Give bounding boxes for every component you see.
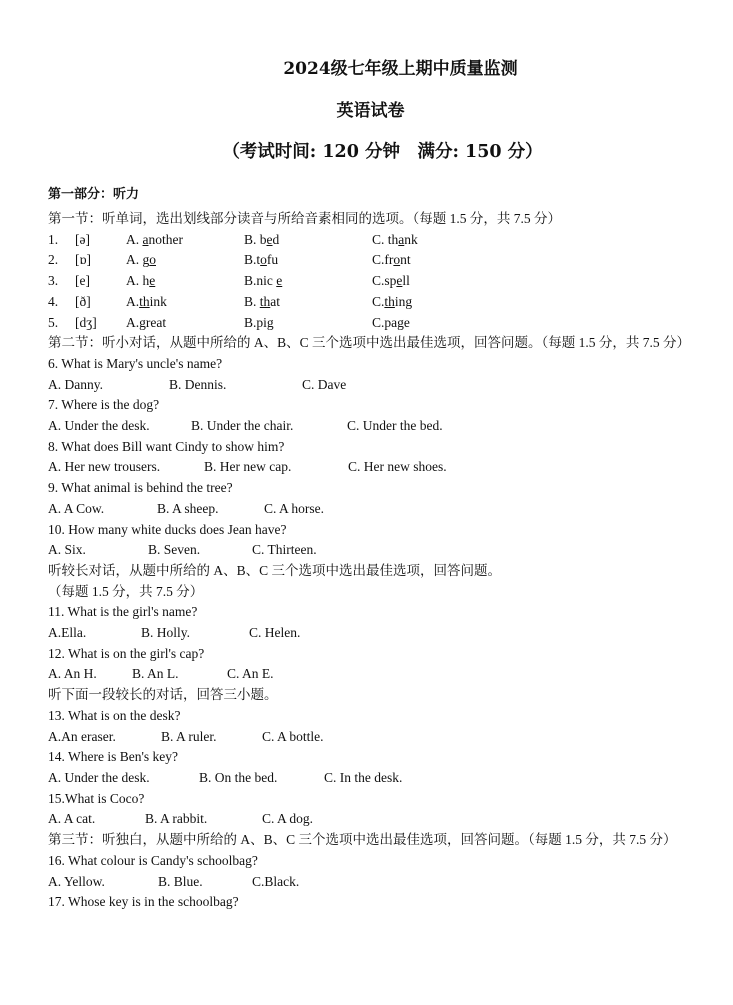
section1-instruction: 第一节：听单词，选出划线部分读音与所给音素相同的选项。（每题 1.5 分，共 7.5 分） <box>48 211 561 226</box>
option-a: A. Her new trousers. <box>48 459 161 475</box>
phonetic-item <box>48 271 693 292</box>
question-stem: 14. Where is Ben's key? <box>48 749 179 765</box>
phonetic-item <box>48 313 693 334</box>
option-b: B. An L. <box>132 666 179 682</box>
question-stem: 7. Where is the dog? <box>48 397 160 413</box>
question-options <box>48 727 693 748</box>
option-a: A. Yellow. <box>48 873 105 889</box>
option-b: B.tofu <box>244 252 279 268</box>
option-c: C.front <box>372 252 411 268</box>
part1-title: 第一部分：听力 <box>48 187 140 202</box>
option-b: B. bed <box>244 231 280 247</box>
option-c: C. thank <box>372 231 418 247</box>
section3-instruction: 第三节：听独白，从题中所给的 A、B、C 三个选项中选出最佳选项，回答问题。（每题 1.5 分，共 7.5 分） <box>48 832 677 848</box>
option-c: C.page <box>372 314 410 330</box>
item-number: 1. <box>48 231 59 247</box>
item-phoneme: [e] <box>75 273 90 289</box>
question-stem: 6. What is Mary's uncle's name? <box>48 355 223 371</box>
item-phoneme: [ə] <box>75 231 90 247</box>
option-b: B.pig <box>244 314 274 330</box>
option-a: A.Ella. <box>48 625 87 641</box>
option-c: C. An E. <box>227 666 274 682</box>
option-a: A. Six. <box>48 542 86 558</box>
item-phoneme: [ð] <box>75 293 91 309</box>
question-options <box>48 375 693 396</box>
question-stem: 13. What is on the desk? <box>48 707 181 723</box>
question-stem: 17. Whose key is in the schoolbag? <box>48 894 239 910</box>
option-a: A. Danny. <box>48 376 103 392</box>
option-b: B. Dennis. <box>169 376 227 392</box>
option-c: C. A bottle. <box>262 728 324 744</box>
option-c: C.Black. <box>252 873 300 889</box>
item-number: 3. <box>48 273 59 289</box>
option-a: A. A Cow. <box>48 500 105 516</box>
option-a: A.great <box>126 314 167 330</box>
phonetic-item <box>48 230 693 251</box>
option-c: C.thing <box>372 293 413 309</box>
option-c: C. Under the bed. <box>347 418 443 434</box>
question-options <box>48 872 693 893</box>
question-options <box>48 809 693 830</box>
option-c: C. A dog. <box>262 811 314 827</box>
option-c: C. Dave <box>302 376 347 392</box>
option-c: C. Helen. <box>249 625 301 641</box>
option-a: A. he <box>126 273 156 289</box>
option-a: A. An H. <box>48 666 97 682</box>
question-stem: 11. What is the girl's name? <box>48 604 198 620</box>
option-b: B. A ruler. <box>161 728 217 744</box>
question-options <box>48 457 693 478</box>
option-b: B. Blue. <box>158 873 203 889</box>
question-stem: 12. What is on the girl's cap? <box>48 645 205 661</box>
question-options <box>48 664 693 685</box>
question-options <box>48 499 693 520</box>
exam-info: （考试时间: 120 分钟 满分: 150 分） <box>222 142 543 162</box>
option-c: C. A horse. <box>264 500 325 516</box>
section2-instruction: 第二节：听小对话，从题中所给的 A、B、C 三个选项中选出最佳选项，回答问题。（每题 1.5 分，共 7.5 分） <box>48 335 691 351</box>
option-a: A. Under the desk. <box>48 769 150 785</box>
question-stem: 16. What colour is Candy's schoolbag? <box>48 852 258 868</box>
option-a: A. go <box>126 252 156 268</box>
question-options <box>48 623 693 644</box>
long-dialog1-instruction: 听较长对话，从题中所给的 A、B、C 三个选项中选出最佳选项，回答问题。 <box>48 562 502 578</box>
option-b: B. that <box>244 293 281 309</box>
long-dialog2-instruction: 听下面一段较长的对话，回答三小题。 <box>48 687 278 703</box>
option-b: B.nic e <box>244 273 283 289</box>
item-phoneme: [dʒ] <box>75 314 97 330</box>
option-b: B. Her new cap. <box>204 459 292 475</box>
item-phoneme: [ɒ] <box>75 252 92 268</box>
option-a: A.think <box>126 293 167 309</box>
question-stem: 10. How many white ducks does Jean have? <box>48 521 287 537</box>
option-c: C.spell <box>372 273 410 289</box>
option-a: A. A cat. <box>48 811 96 827</box>
item-number: 4. <box>48 293 59 309</box>
option-b: B. Under the chair. <box>191 418 294 434</box>
option-a: A.An eraser. <box>48 728 116 744</box>
long-dialog1-score: （每题 1.5 分，共 7.5 分） <box>48 583 204 599</box>
option-b: B. A sheep. <box>157 500 219 516</box>
question-options <box>48 540 693 561</box>
item-number: 5. <box>48 314 59 330</box>
phonetic-item <box>48 250 693 271</box>
question-options <box>48 768 693 789</box>
option-c: C. Thirteen. <box>252 542 317 558</box>
option-a: A. Under the desk. <box>48 418 150 434</box>
question-options <box>48 416 693 437</box>
exam-title: 2024级七年级上期中质量监测 <box>283 59 518 79</box>
option-c: C. In the desk. <box>324 769 403 785</box>
item-number: 2. <box>48 252 59 268</box>
question-stem: 15.What is Coco? <box>48 790 145 806</box>
section1-items <box>48 230 693 334</box>
option-b: B. Holly. <box>141 625 191 641</box>
option-c: C. Her new shoes. <box>348 459 447 475</box>
question-stem: 8. What does Bill want Cindy to show him? <box>48 438 285 454</box>
exam-subject: 英语试卷 <box>336 101 405 121</box>
option-b: B. On the bed. <box>199 769 278 785</box>
question-stem: 9. What animal is behind the tree? <box>48 480 233 496</box>
option-b: B. Seven. <box>148 542 201 558</box>
option-b: B. A rabbit. <box>145 811 208 827</box>
option-a: A. another <box>126 231 183 247</box>
phonetic-item <box>48 292 693 313</box>
